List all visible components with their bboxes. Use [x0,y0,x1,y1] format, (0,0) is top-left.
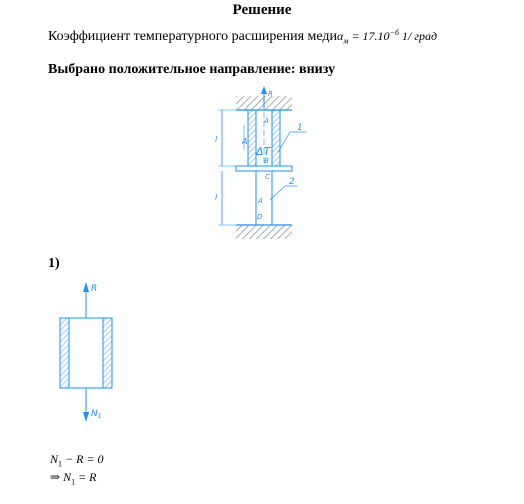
fbd-right-wall [103,318,112,388]
coefficient-text: Коэффициент температурного расширения меди [48,29,338,44]
alpha-symbol: α [337,29,344,43]
fbd-N1-arrowhead [83,412,89,422]
label-delta-T: ΔT [256,145,271,158]
connection-plate [236,166,292,171]
direction-text: Выбрано положительное направление: внизу [48,62,336,77]
fbd-R-arrowhead [83,282,89,292]
label-l-upper: l [215,135,218,144]
label-A-top: A [264,117,269,125]
label-1: 1 [297,123,303,133]
coefficient-unit: 1/ град [401,29,438,43]
label-B: B [264,157,269,165]
eq2-sub: 1 [71,477,76,487]
fbd-left-wall [60,318,69,388]
eq1-var: N [50,452,59,466]
coefficient-exponent: −6 [389,28,399,37]
bottom-support-hatch [236,225,292,239]
eq2-rest: = R [75,470,97,484]
eq1-rest: − R = 0 [62,452,104,466]
label-C: C [265,173,270,181]
label-R: R [268,90,273,98]
upper-tube-right-wall [272,110,280,166]
equation-1 [50,452,104,468]
upper-tube-left-wall [248,110,256,166]
heading: Решение [232,2,292,18]
step-label: 1) [48,256,60,271]
fbd-label-R: R [91,284,98,294]
eq2-prefix: ⇒ [50,470,64,484]
label-A-lower: A [258,197,263,205]
label-2: 2 [289,177,295,187]
eq2-var: N [63,470,72,484]
label-A-side: A [242,137,248,146]
reaction-arrowhead [261,86,267,94]
fbd-label-N1: $N_1$ [91,409,102,420]
equation-2 [50,470,97,486]
alpha-subscript: м [343,36,349,46]
coefficient-value: = 17.10 [351,29,390,43]
eq1-sub: 1 [58,459,63,469]
label-D: D [257,213,263,221]
label-l-lower: l [215,193,218,202]
